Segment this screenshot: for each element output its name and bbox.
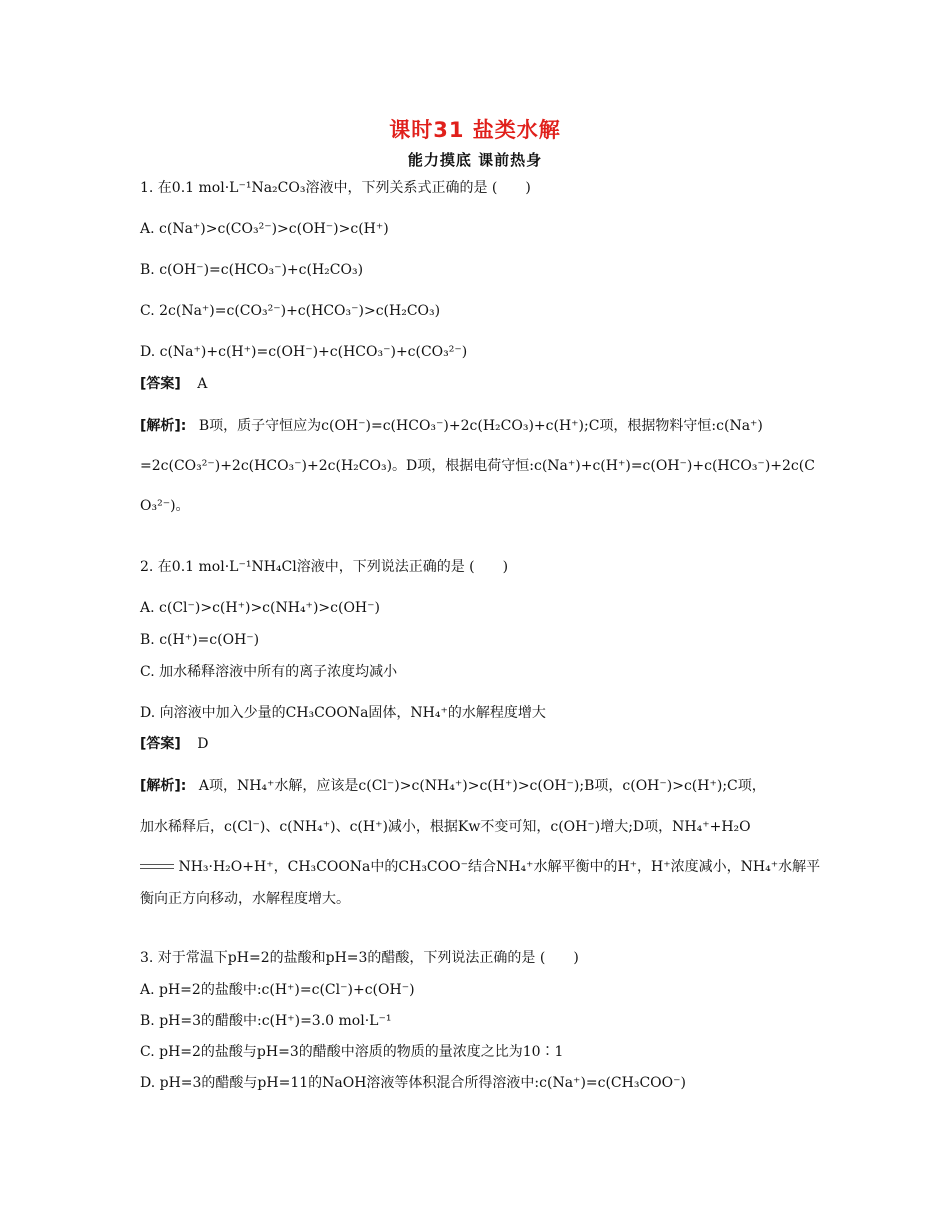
- analysis-text: B项，质子守恒应为c(OH⁻)=c(HCO₃⁻)+2c(H₂CO₃)+c(H⁺);C项，根据物料守恒:c(Na⁺): [198, 418, 763, 434]
- q2-stem: 2. 在0.1 mol·L⁻¹NH₄Cl溶液中，下列说法正确的是 ( ): [140, 559, 509, 575]
- q2-option-d: D. 向溶液中加入少量的CH₃COONa固体，NH₄⁺的水解程度增大: [140, 705, 546, 721]
- q2-analysis-line-3: [140, 857, 820, 877]
- q2-analysis-line-4: 衡向正方向移动，水解程度增大。: [140, 891, 350, 907]
- section-subtitle: 能力摸底 课前热身: [407, 151, 543, 169]
- q3-stem: 3. 对于常温下pH=2的盐酸和pH=3的醋酸，下列说法正确的是 ( ): [140, 950, 579, 966]
- analysis-text: NH₃·H₂O+H⁺，CH₃COONa中的CH₃COO⁻结合NH₄⁺水解平衡中的H⁺，H⁺浓度减小，NH₄⁺水解平: [178, 859, 821, 875]
- q2-analysis-line-1: [140, 776, 766, 796]
- q2-option-a: A. c(Cl⁻)>c(H⁺)>c(NH₄⁺)>c(OH⁻): [140, 600, 380, 616]
- q3-option-a: A. pH=2的盐酸中:c(H⁺)=c(Cl⁻)+c(OH⁻): [140, 982, 415, 998]
- q2-answer: [140, 734, 208, 754]
- reversible-arrow-icon: [140, 862, 174, 872]
- answer-label: [答案]: [140, 376, 181, 392]
- q3-option-d: D. pH=3的醋酸与pH=11的NaOH溶液等体积混合所得溶液中:c(Na⁺)=c(CH₃COO⁻): [140, 1075, 686, 1091]
- q1-option-d: D. c(Na⁺)+c(H⁺)=c(OH⁻)+c(HCO₃⁻)+c(CO₃²⁻): [140, 344, 468, 360]
- q1-answer: [140, 374, 207, 394]
- q1-analysis-line-1: [140, 416, 763, 436]
- q2-option-c: C. 加水稀释溶液中所有的离子浓度均减小: [140, 664, 398, 680]
- lesson-title: 课时31 盐类水解: [389, 118, 561, 142]
- q1-analysis-line-2: =2c(CO₃²⁻)+2c(HCO₃⁻)+2c(H₂CO₃)。D项，根据电荷守恒:c(Na⁺)+c(H⁺)=c(OH⁻)+c(HCO₃⁻)+2c(C: [140, 458, 815, 474]
- answer-label: [答案]: [140, 736, 181, 752]
- answer-value: A: [197, 376, 208, 392]
- q1-stem: 1. 在0.1 mol·L⁻¹Na₂CO₃溶液中，下列关系式正确的是 ( ): [140, 180, 531, 196]
- analysis-text: A项，NH₄⁺水解，应该是c(Cl⁻)>c(NH₄⁺)>c(H⁺)>c(OH⁻);B项，c(OH⁻)>c(H⁺);C项，: [198, 778, 766, 794]
- q3-option-b: B. pH=3的醋酸中:c(H⁺)=3.0 mol·L⁻¹: [140, 1013, 392, 1029]
- q2-analysis-line-2: 加水稀释后，c(Cl⁻)、c(NH₄⁺)、c(H⁺)减小，根据Kw不变可知，c(OH⁻)增大;D项，NH₄⁺+H₂O: [140, 819, 751, 835]
- q3-option-c: C. pH=2的盐酸与pH=3的醋酸中溶质的物质的量浓度之比为10∶1: [140, 1044, 564, 1060]
- q1-option-b: B. c(OH⁻)=c(HCO₃⁻)+c(H₂CO₃): [140, 262, 364, 278]
- q1-option-c: C. 2c(Na⁺)=c(CO₃²⁻)+c(HCO₃⁻)>c(H₂CO₃): [140, 303, 441, 319]
- q1-analysis-line-3: O₃²⁻)。: [140, 498, 190, 514]
- q1-option-a: A. c(Na⁺)>c(CO₃²⁻)>c(OH⁻)>c(H⁺): [140, 221, 389, 237]
- analysis-label: [解析]:: [140, 418, 187, 434]
- q2-option-b: B. c(H⁺)=c(OH⁻): [140, 632, 260, 648]
- answer-value: D: [197, 736, 209, 752]
- analysis-label: [解析]:: [140, 778, 187, 794]
